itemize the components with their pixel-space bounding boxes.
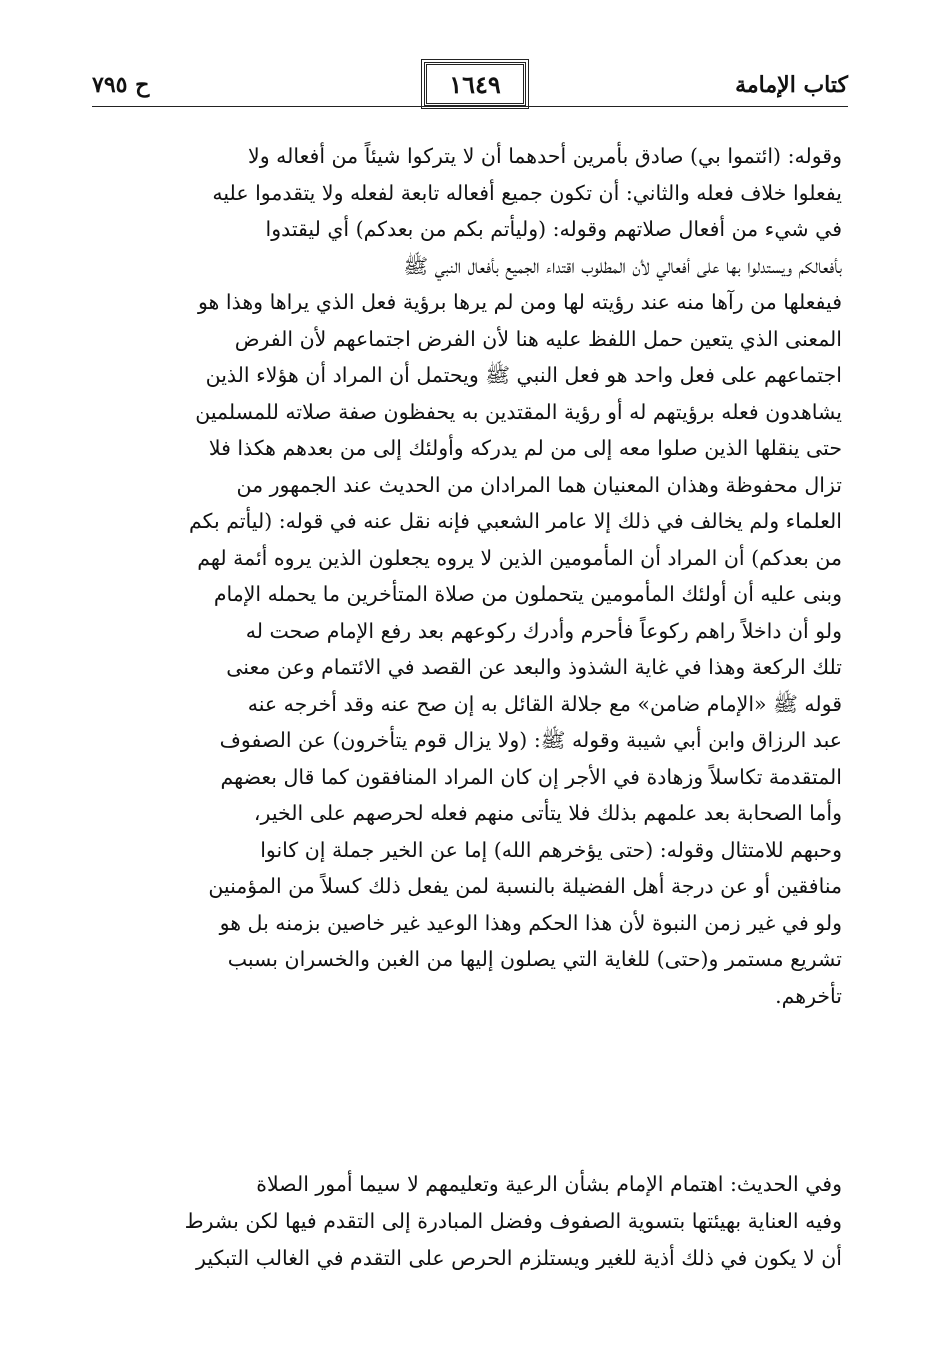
text-line: وقوله: (ائتموا بي) صادق بأمرين أحدهما أن لا يتركوا شيئاً من أفعاله ولا [248,144,842,168]
text-line: وفيه العناية بهيئتها بتسوية الصفوف وفضل المبادرة إلى التقدم فيها لكن بشرط [184,1209,842,1233]
text-line: فيفعلها من رآها منه عند رؤيته لها ومن لم يرها برؤية فعل الذي يراها وهذا هو [197,290,842,314]
text-line: يشاهدون فعله برؤيتهم له أو رؤية المقتدين به يحفظون صفة صلاته للمسلمين [195,399,842,424]
text-line: وفي الحديث: اهتمام الإمام بشأن الرعية وتعليمهم لا سيما أمور الصلاة [256,1172,842,1196]
text-line: وحبهم للامتثال وقوله: (حتى يؤخرهم الله) إما عن الخير جملة إن كانوا [260,837,842,862]
hadith-reference: ح ٧٩٥ [92,72,150,98]
text-line: حتى ينقلها الذين صلوا معه إلى من لم يدركه وأولئك إلى من بعدهم هكذا فلا [208,436,842,460]
main-commentary [102,138,842,1014]
text-line: ولو أن داخلاً راهم ركوعاً فأحرم وأدرك ركوعهم بعد رفع الإمام صحت له [245,618,842,643]
text-line: تزال محفوظة وهذان المعنيان هما المرادان من الحديث عند الجمهور من [236,472,842,497]
text-line: عبد الرزاق وابن أبي شيبة وقوله ﷺ: (ولا يزال قوم يتأخرون) عن الصفوف [219,728,842,752]
text-line: في شيء من أفعال صلاتهم وقوله: (وليأتم بكم من بعدكم) أي ليقتدوا [265,217,842,241]
text-line: منافقين أو عن درجة أهل الفضيلة بالنسبة لمن يفعل ذلك كسلاً من المؤمنين [208,874,842,898]
page-number: ١٦٤٩ [449,69,501,99]
text-line: المعنى الذي يتعين حمل اللفظ عليه هنا لأن الفرض اجتماعهم لأن الفرض [234,326,842,351]
text-line: العلماء ولم يخالف في ذلك إلا عامر الشعبي فإنه نقل عنه في قوله: (ليأتم بكم [189,509,842,533]
text-line: قوله ﷺ «الإمام ضامن» مع جلالة القائل به إن صح عنه وقد أخرجه عنه [247,691,842,716]
text-line: من بعدكم) أن المراد أن المأمومين الذين لا يروه يجعلون الذين يروه أئمة لهم [197,545,842,570]
text-line: وبنى عليه أن أولئك المأمومين يتحملون من صلاة المتأخرين ما يحمله الإمام [213,582,842,606]
text-line: وأما الصحابة بعد علمهم بذلك فلا يتأتى منهم فعله لحرصهم على الخير، [253,801,842,825]
text-line: تأخرهم. [775,983,842,1008]
page-number-frame [424,62,526,106]
text-line: المتقدمة تكاسلاً وزهادة في الأجر إن كان المراد المنافقون كما قال بعضهم [220,764,842,789]
text-line: بأفعالكم ويستدلوا بها على أفعالي لأن المطلوب اقتداء الجميع بأفعال النبي ﷺ [403,253,842,278]
text-line: يفعلوا خلاف فعله والثاني: أن تكون جميع أفعاله تابعة لفعله ولا يتقدموا عليه [212,180,842,205]
book-title: كتاب الإمامة [735,72,848,98]
header-divider [92,106,848,107]
text-line: اجتماعهم على فعل واحد هو فعل النبي ﷺ ويحتمل أن المراد أن هؤلاء الذين [205,363,842,387]
text-line: ولو في غير زمن النبوة لأن هذا الحكم وهذا الوعيد غير خاصين بزمنه بل هو [219,910,842,935]
text-line: تلك الركعة وهذا في غاية الشذوذ والبعد عن القصد في الائتمام وعن معنى [226,655,842,679]
text-line: أن لا يكون في ذلك أذية للغير ويستلزم الحرص على التقدم في الغالب التبكير [196,1246,842,1270]
benefits-paragraph [102,1166,842,1277]
text-line: تشريع مستمر و(حتى) للغاية التي يصلون إليها من الغبن والخسران بسبب [227,947,842,971]
page-header [92,60,848,116]
